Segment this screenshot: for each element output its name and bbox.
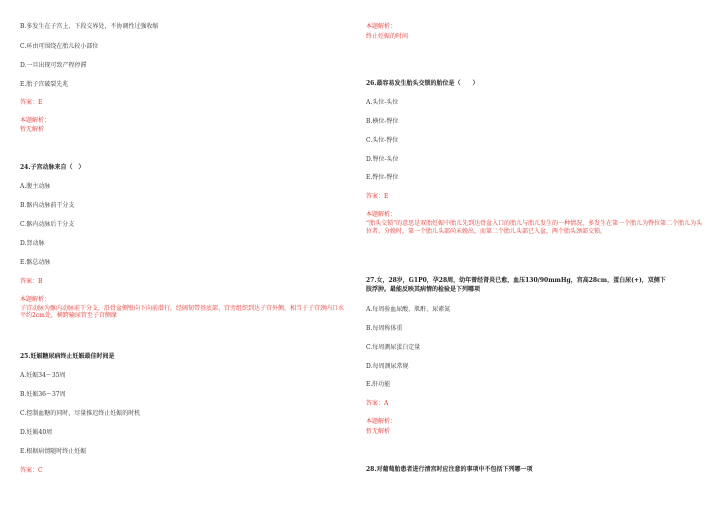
q25-analysis-label: 本题解析： — [366, 23, 397, 30]
q26-option-d: D.臀位-头位 — [366, 156, 399, 163]
q24-option-b: B.髂内动脉前干分支 — [20, 202, 75, 209]
q24-option-e: E.髂总动脉 — [20, 259, 51, 266]
q27-option-c: C.每周测尿蛋白定量 — [366, 344, 421, 351]
q25-option-c: C.控制血糖的同时，尽量推迟终止妊娠的时机 — [20, 410, 141, 417]
q25-option-d: D.妊娠40周 — [20, 429, 53, 436]
q27-option-a: A.每周验血尿酸、肌酐、尿素氮 — [366, 306, 451, 313]
q27-answer: 答案：A — [366, 400, 389, 407]
q24-option-c: C.髂内动脉后干分支 — [20, 221, 75, 228]
q24-option-a: A.腹主动脉 — [20, 183, 51, 190]
q24-analysis-label: 本题解析： — [20, 296, 51, 303]
q26-option-e: E.臀位-臀位 — [366, 174, 399, 181]
q24-stem: 24.子宫动脉来自（ ） — [20, 164, 85, 171]
q23-option-b: B.多发生在子宫上、下段交界处，不协调性过强收缩 — [20, 23, 159, 30]
q27-stem-line2: 肢浮肿。最能反映其病情的检验是下列哪项 — [366, 286, 481, 293]
q27-stem-line1: 27.女，28岁，G1P0，孕28周，幼年曾经肾炎已愈，血压130/90mmHg，宫高28cm，蛋白尿(+)，双侧下 — [366, 277, 666, 284]
q23-option-d: D.一旦出现可致产程停滞 — [20, 62, 87, 69]
q25-answer: 答案：C — [20, 467, 43, 474]
q26-analysis: “胎头交锁”的意思是双胎妊娠中胎儿先到达骨盆入口的胎儿与胎儿发生的一种情况，多发生在第一个胎儿为臀位第二个胎儿为头位者。分娩时，第一个胎儿头部尚未娩出，而第二个胎儿头部已入盆，两个胎头颈部交锁。 — [366, 220, 703, 235]
q23-analysis: 暂无解析 — [20, 126, 45, 133]
q26-option-b: B.横位-臀位 — [366, 118, 399, 125]
q26-stem: 26.最容易发生胎头交锁的胎位是（ ） — [366, 80, 479, 87]
q24-answer: 答案：B — [20, 278, 43, 285]
q28-stem: 28.对葡萄胎患者进行清宫时应注意的事项中不包括下列哪一项 — [366, 466, 533, 473]
q25-option-e: E.根据病情随时终止妊娠 — [20, 448, 87, 455]
q26-option-a: A.头位-头位 — [366, 99, 399, 106]
q24-analysis: 子宫动脉为髂内动脉前干分支，沿骨盆侧壁向下向前潜行，经阔韧带基底部、宫旁组织到达子宫外侧，相当于子宫颈内口水平约2cm处，横跨输尿管至子宫侧缘 — [20, 305, 345, 319]
q23-analysis-label: 本题解析： — [20, 117, 51, 124]
q27-analysis: 暂无解析 — [366, 428, 391, 435]
q27-option-b: B.每周称体重 — [366, 325, 403, 332]
q24-option-d: D.肾动脉 — [20, 240, 45, 247]
q25-stem: 25.妊娠糖尿病终止妊娠最佳时间是 — [20, 353, 115, 360]
q23-option-e: E.胎子宫破裂先兆 — [20, 81, 69, 88]
q23-answer: 答案：E — [20, 99, 43, 106]
q25-option-b: B.妊娠36～37周 — [20, 391, 66, 398]
q27-option-d: D.每周测尿常规 — [366, 363, 409, 370]
q26-answer: 答案：E — [366, 193, 389, 200]
q23-option-c: C.环由可围绕在胎儿较小部位 — [20, 43, 99, 50]
q25-analysis: 终止妊娠的时间 — [366, 33, 409, 40]
q26-analysis-label: 本题解析： — [366, 211, 397, 218]
q25-option-a: A.妊娠34～35周 — [20, 372, 66, 379]
q27-option-e: E.肝功能 — [366, 381, 391, 388]
q27-analysis-label: 本题解析： — [366, 418, 397, 425]
q26-option-c: C.头位-臀位 — [366, 137, 399, 144]
